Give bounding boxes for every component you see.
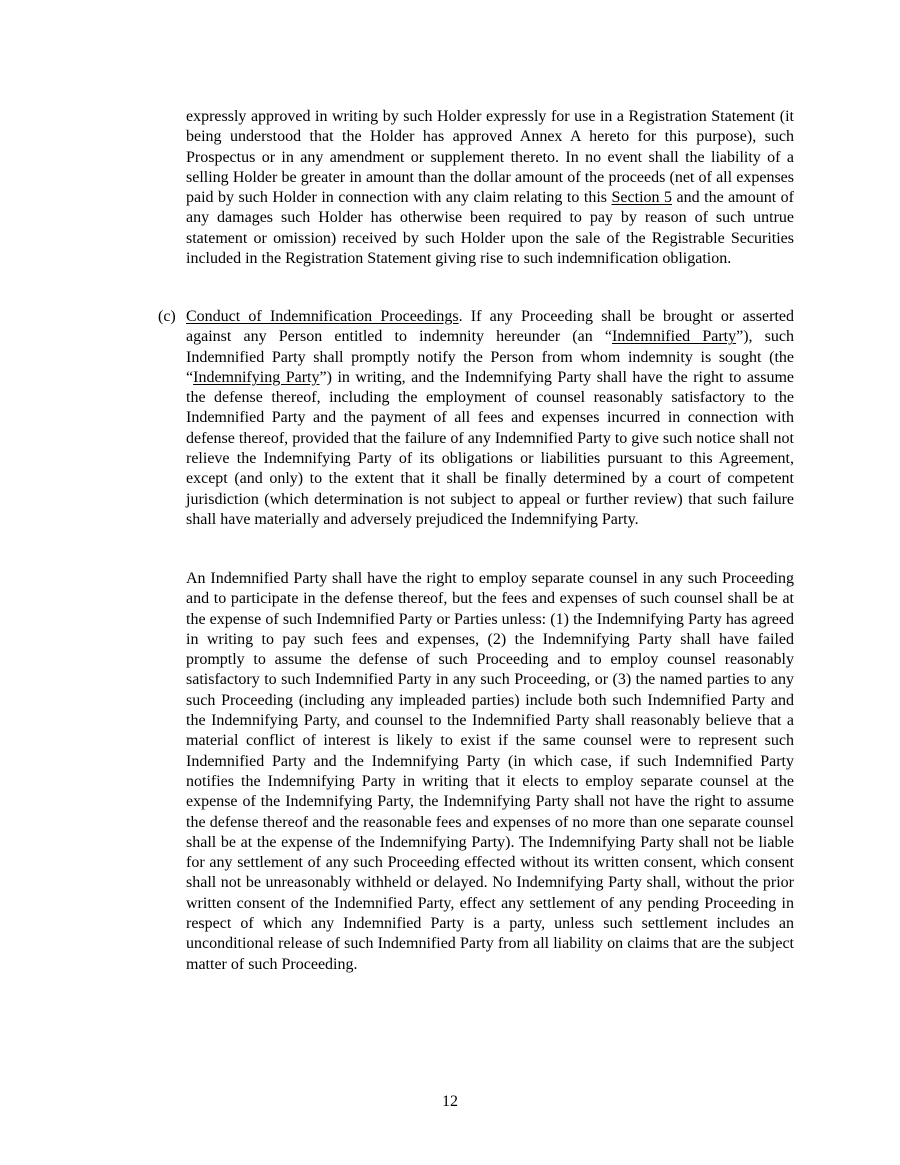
section-heading: Conduct of Indemnification Proceedings — [186, 308, 459, 325]
page-number: 12 — [442, 1093, 458, 1110]
paragraph-text: expressly approved in writing by such Holder expressly for use in a Registration Statement (it being understood that the Holder has approved Annex A hereto for this purpose), such Prospectus or in any amendment or supplement thereto. In no event shall the liability of a selling Holder be greater in amount than the dollar amount of the proceeds (net of all expenses paid by such Holder in connection with any claim relating to this — [186, 108, 794, 207]
paragraph-liability-cap — [186, 107, 794, 269]
section-5-reference: Section 5 — [611, 189, 673, 207]
paragraph-text: and the amount of any damages such Holder has otherwise been required to pay by reason of such untrue statement or omission) received by such Holder upon the sale of the Registrable Securities included in the Registration Statement giving rise to such indemnification obligation. — [186, 189, 794, 268]
paragraph-text: ”) in writing, and the Indemnifying Party shall have the right to assume the defense thereof, including the employment of counsel reasonably satisfactory to the Indemnified Party and the payment of all fees and expenses incurred in connection with defense thereof, provided that the failure of any Indemnified Party to give such notice shall not relieve the Indemnifying Party of its obligations or liabilities pursuant to this Agreement, except (and only) to the extent that it shall be finally determined by a court of competent jurisdiction (which determination is not subject to appeal or further review) that such failure shall have materially and adversely prejudiced the Indemnifying Party. — [186, 368, 795, 528]
defined-term-indemnified-party: Indemnified Party — [611, 328, 737, 346]
paragraph-text: ”), such Indemnified Party shall promptly notify the Person from whom indemnity is sought (the “ — [186, 328, 794, 386]
paragraph-text: . If any Proceeding shall be brought or asserted against any Person entitled to indemnity hereunder (an “ — [186, 308, 795, 346]
list-marker-c: (c) — [158, 308, 176, 325]
paragraph-conduct-of-proceedings — [186, 307, 794, 530]
paragraph-separate-counsel: An Indemnified Party shall have the right to employ separate counsel in any such Proceeding and to participate in the defense thereof, but the fees and expenses of such counsel shall be at the expense of such Indemnified Party or Parties unless: (1) the Indemnifying Party has agreed in writing to pay such fees and expenses, (2) the Indemnifying Party shall have failed promptly to assume the defense of such Proceeding and to employ counsel reasonably satisfactory to such Indemnified Party in any such Proceeding, or (3) the named parties to any such Proceeding (including any impleaded parties) include both such Indemnified Party and the Indemnifying Party, and counsel to the Indemnified Party shall reasonably believe that a material conflict of interest is likely to exist if the same counsel were to represent such Indemnified Party and the Indemnifying Party (in which case, if such Indemnified Party notifies the Indemnifying Party in writing that it elects to employ separate counsel at the expense of the Indemnifying Party, the Indemnifying Party shall not have the right to assume the defense thereof and the reasonable fees and expenses of no more than one separate counsel shall be at the expense of the Indemnifying Party). The Indemnifying Party shall not be liable for any settlement of any such Proceeding effected without its written consent, which consent shall not be unreasonably withheld or delayed. No Indemnifying Party shall, without the prior written consent of the Indemnified Party, effect any settlement of any pending Proceeding in respect of which any Indemnified Party is a party, unless such settlement includes an unconditional release of such Indemnified Party from all liability on claims that are the subject matter of such Proceeding. — [186, 570, 794, 973]
defined-term-indemnifying-party: Indemnifying Party — [193, 368, 320, 386]
